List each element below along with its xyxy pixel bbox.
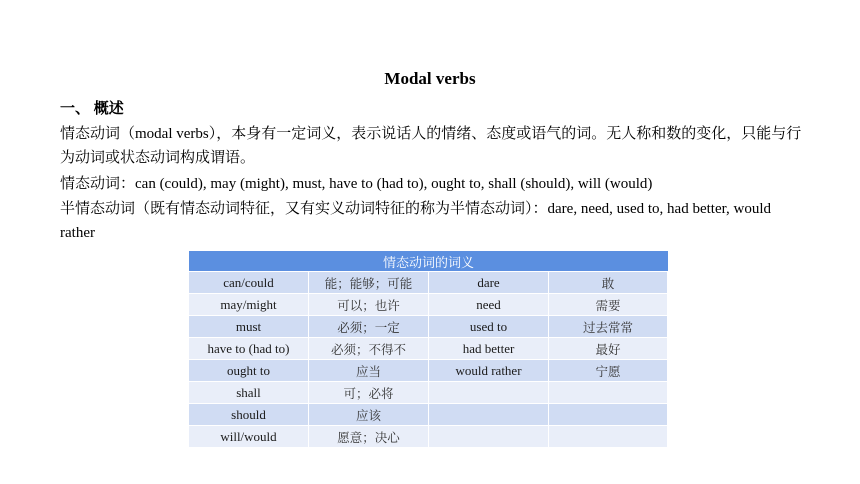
verb-cell: dare bbox=[429, 272, 549, 294]
meaning-cell: 宁愿 bbox=[549, 360, 668, 382]
section-heading: 一、 概述 bbox=[60, 101, 124, 117]
verb-cell: need bbox=[429, 294, 549, 316]
meaning-cell: 最好 bbox=[549, 338, 668, 360]
meaning-cell bbox=[549, 404, 668, 426]
paragraph-modal-list: 情态动词：can (could), may (might), must, have to (had to), ought to, shall (should), will (would) bbox=[60, 176, 653, 192]
meaning-cell bbox=[549, 426, 668, 448]
verb-cell: will/would bbox=[189, 426, 309, 448]
verb-cell: should bbox=[189, 404, 309, 426]
meaning-cell: 愿意；决心 bbox=[309, 426, 429, 448]
verb-cell: used to bbox=[429, 316, 549, 338]
meaning-cell: 应当 bbox=[309, 360, 429, 382]
table-row bbox=[189, 404, 668, 426]
verb-cell: have to (had to) bbox=[189, 338, 309, 360]
table-row bbox=[189, 338, 668, 360]
table-row bbox=[189, 426, 668, 448]
table-row bbox=[189, 272, 668, 294]
table-row bbox=[189, 360, 668, 382]
paragraph-semi-modal-list: 半情态动词（既有情态动词特征，又有实义动词特征的称为半情态动词）：dare, need, used to, had better, would rather bbox=[60, 201, 771, 241]
verb-cell bbox=[429, 404, 549, 426]
meaning-cell: 过去常常 bbox=[549, 316, 668, 338]
verb-cell: must bbox=[189, 316, 309, 338]
verb-cell: ought to bbox=[189, 360, 309, 382]
meaning-cell: 必须；不得不 bbox=[309, 338, 429, 360]
meaning-cell: 应该 bbox=[309, 404, 429, 426]
meaning-cell: 能；能够；可能 bbox=[309, 272, 429, 294]
meaning-cell: 可以；也许 bbox=[309, 294, 429, 316]
verb-cell: would rather bbox=[429, 360, 549, 382]
verb-cell bbox=[429, 426, 549, 448]
table-row bbox=[189, 316, 668, 338]
table-row bbox=[189, 382, 668, 404]
verb-cell: can/could bbox=[189, 272, 309, 294]
verb-cell bbox=[429, 382, 549, 404]
meaning-cell bbox=[549, 382, 668, 404]
meaning-cell: 需要 bbox=[549, 294, 668, 316]
modal-verbs-table bbox=[189, 251, 668, 453]
verb-cell: shall bbox=[189, 382, 309, 404]
table-header: 情态动词的词义 bbox=[189, 251, 668, 272]
verb-cell: had better bbox=[429, 338, 549, 360]
meaning-cell: 可；必将 bbox=[309, 382, 429, 404]
verb-cell: may/might bbox=[189, 294, 309, 316]
meaning-cell: 敢 bbox=[549, 272, 668, 294]
paragraph-definition: 情态动词（modal verbs），本身有一定词义，表示说话人的情绪、态度或语气的词。无人称和数的变化，只能与行为动词或状态动词构成谓语。 bbox=[60, 126, 802, 166]
meaning-cell: 必须；一定 bbox=[309, 316, 429, 338]
page-title: Modal verbs bbox=[384, 69, 476, 88]
table-row bbox=[189, 294, 668, 316]
